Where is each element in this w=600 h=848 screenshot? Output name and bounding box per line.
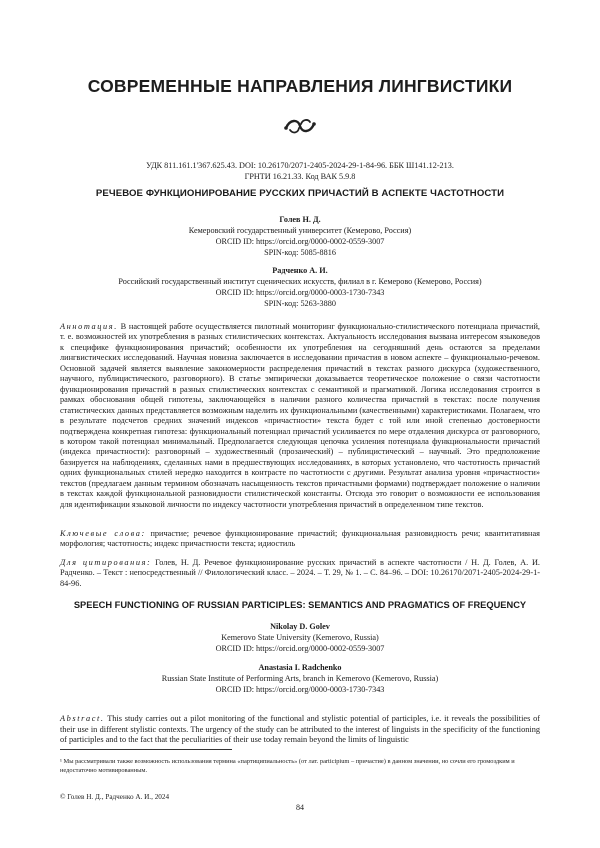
author-2-spin: SPIN-код: 5263-3880 — [264, 299, 336, 308]
en-author-2-name: Anastasia I. Radchenko — [258, 663, 342, 672]
udk-line-2: ГРНТИ 16.21.33. Код ВАК 5.9.8 — [244, 172, 356, 181]
en-author-1-name: Nikolay D. Golev — [270, 622, 330, 631]
en-author-1-orcid: ORCID ID: https://orcid.org/0000-0002-0559-3007 — [215, 644, 385, 653]
en-author-2-orcid: ORCID ID: https://orcid.org/0000-0003-1730-7343 — [215, 685, 385, 694]
footnote: ¹ Мы рассматривали также возможность использования термина «партиципиальность» (от лат. participium – причастие) в данном значении, но сочли его громоздким и недостаточно мотивированным. — [60, 758, 515, 774]
keywords-paragraph — [60, 529, 540, 550]
author-1-name: Голев Н. Д. — [279, 215, 321, 224]
author-2-affiliation: Российский государственный институт сценических искусств, филиал в г. Кемерово (Кемерово, Россия) — [118, 277, 482, 286]
english-abstract-paragraph — [60, 714, 540, 746]
abstract-text: В настоящей работе осуществляется пилотный мониторинг функционально-стилистического потенциала причастий, т. е. возможностей их употребления в разных стилистических контекстах. Актуальность исследования вызвана интересом языковедов к специфике функционирования причастий; особенности их употребления на сегодняшний день остаются за пределами лингвистических исследований. Научная новизна заключается в исследовании причастия в новом аспекте – функционально-речевом. Основной задачей является выявление закономерности распределения причастий в текстах разного дискурса (художественного, научного, публицистического, разговорного). В статье эмпирически доказывается теоретическое положение о связи частотности функционирования причастий в разных стилистических контекстах с семантикой и прагматикой. Логика исследования строится в рамках обоснования общей гипотезы, заключающейся в наличии разного количества причастий в текстах: после получения статистических данных представляется возможным наделить их функциональными (качественными) характеристиками. Полагаем, что в результате подсчетов средних значений индексов «причастности» текста будет с той или иной степенью достоверности подтверждена конкретная гипотеза: функциональный потенциал причастий усиливается по мере отдаления дискурса от разговорного, в котором такой потенциал минимальный. Предполагается следующая цепочка усиления потенциала функциональности причастий (индекса причастности): разговорный – художественный (прозаический) – публицистический – научный. Это предположение базируется на наблюдениях, сделанных нами в предшествующих исследованиях, в которых установлено, что частотность причастий одних функциональных стилей нередко находится в контрасте по частотности с другими. Результат анализа уровня «причастности» текстов (предлагаем данным термином обозначать насыщенность текстов причастными формами) подтверждает положение о наличии в текстах каждой функциональной разновидности стилистической константы. Отсюда это говорит о возможности ее использования для идентификации языковой личности по индексу частотности употребления причастий в определенном типе текстов. — [60, 322, 540, 509]
keywords-text: причастие; речевое функционирование причастий; функциональная разновидность речи; квантитативная морфология; частотность; индекс причастности текста; идиостиль — [60, 529, 540, 549]
author-2-name: Радченко А. И. — [272, 266, 328, 275]
en-abstract-label: Abstract. — [60, 714, 105, 723]
copyright-line: © Голев Н. Д., Радченко А. И., 2024 — [60, 793, 170, 801]
english-article-title: SPEECH FUNCTIONING OF RUSSIAN PARTICIPLES: SEMANTICS AND PRAGMATICS OF FREQUENCY — [73, 600, 527, 610]
article-title: РЕЧЕВОЕ ФУНКЦИОНИРОВАНИЕ РУССКИХ ПРИЧАСТИЙ В АСПЕКТЕ ЧАСТОТНОСТИ — [95, 188, 505, 199]
ornament-icon — [282, 116, 318, 136]
citation-paragraph — [60, 558, 540, 589]
citation-label: Для цитирования: — [60, 558, 152, 567]
en-abstract-text: This study carries out a pilot monitoring of the functional and stylistic potential of participles, i.e. it reveals the possibilities of their use in different stylistic contexts. The urgency of the study can be attributed to the interest of linguists in the specificity of the functioning of participles and to the fact that the peculiarities of their use today remain beyond the limits of linguistic — [60, 714, 540, 745]
author-1-block — [0, 214, 600, 258]
author-2-block — [0, 265, 600, 309]
author-1-orcid: ORCID ID: https://orcid.org/0000-0002-0559-3007 — [215, 237, 385, 246]
abstract-paragraph — [60, 322, 540, 510]
author-1-affiliation: Кемеровский государственный университет (Кемерово, Россия) — [188, 226, 412, 235]
abstract-label: Аннотация. — [60, 322, 118, 331]
en-author-2-affiliation: Russian State Institute of Performing Arts, branch in Kemerovo (Kemerovo, Russia) — [161, 674, 439, 683]
udk-line-1: УДК 811.161.1'367.625.43. DOI: 10.26170/2071-2405-2024-29-1-84-96. ББК Ш141.12-213. — [146, 161, 454, 170]
en-author-1-block — [0, 621, 600, 654]
footnote-divider — [60, 749, 232, 750]
keywords-label: Ключевые слова: — [60, 529, 146, 538]
citation-text: Голев, Н. Д. Речевое функционирование русских причастий в аспекте частотности / Н. Д. Голев, А. И. Радченко. – Текст : непосредственный // Филологический класс. – 2024. – Т. 29, № 1. – С. 84–96. – DOI: 10.26170/2071-2405-2024-29-1-84-96. — [60, 558, 541, 588]
en-author-1-affiliation: Kemerovo State University (Kemerovo, Russia) — [221, 633, 379, 642]
section-title: СОВРЕМЕННЫЕ НАПРАВЛЕНИЯ ЛИНГВИСТИКИ — [87, 76, 513, 96]
page-number: 84 — [296, 803, 304, 812]
udk-block — [0, 160, 600, 182]
en-author-2-block — [0, 662, 600, 695]
author-2-orcid: ORCID ID: https://orcid.org/0000-0003-1730-7343 — [215, 288, 385, 297]
author-1-spin: SPIN-код: 5085-8816 — [264, 248, 336, 257]
